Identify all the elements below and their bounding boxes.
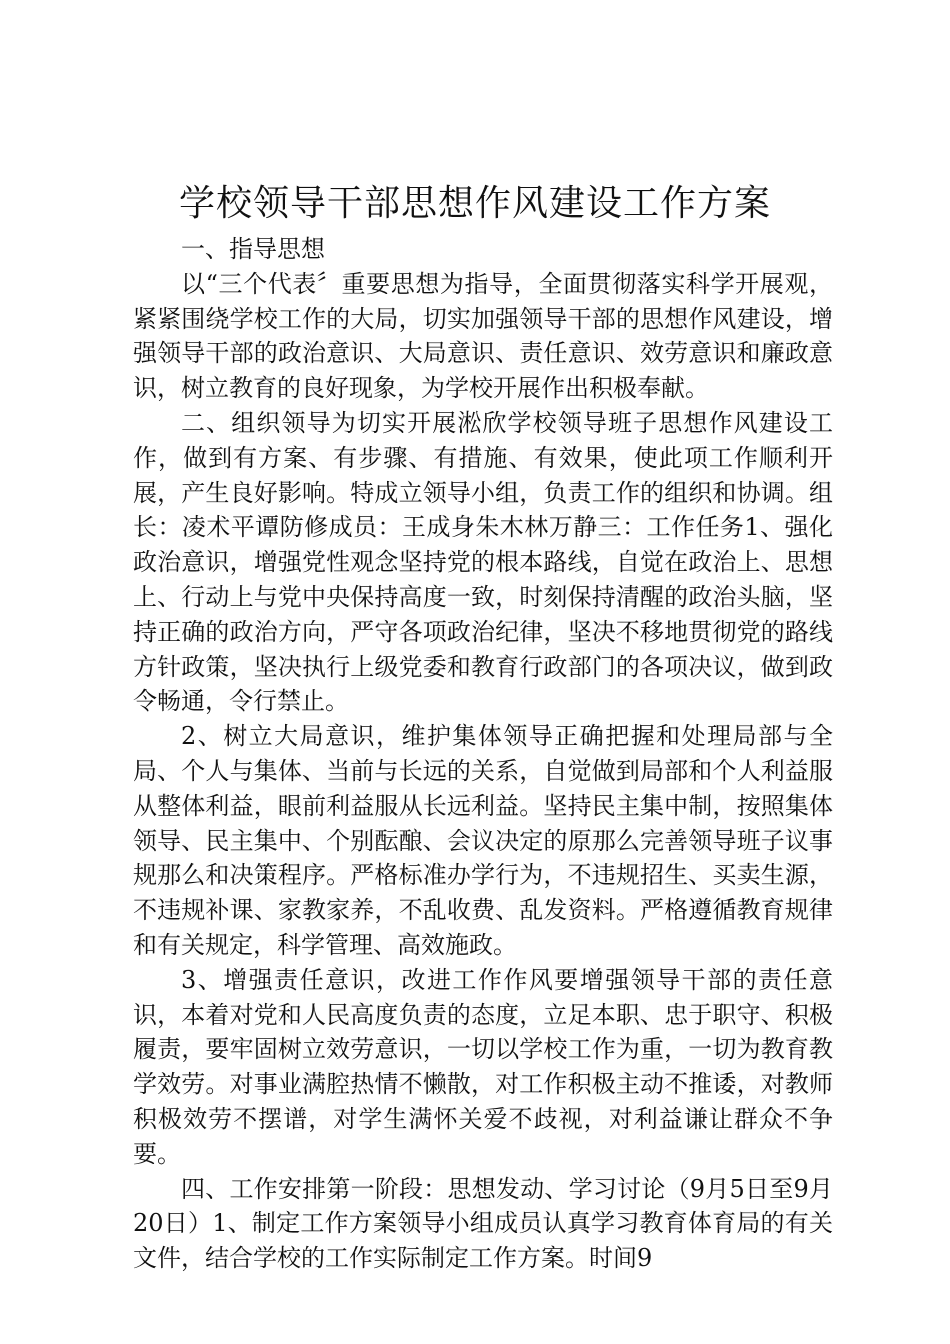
paragraph-guiding-thought: 以“三个代表〞重要思想为指导，全面贯彻落实科学开展观，紧紧围绕学校工作的大局，切实加强领导干部的思想作风建设，增强领导干部的政治意识、大局意识、责任意识、效劳意识和廉政意识，树立教育的良好现象，为学校开展作出积极奉献。 — [133, 269, 833, 403]
document-body — [133, 232, 833, 1276]
section-heading-guiding-thought: 一、指导思想 — [181, 235, 325, 263]
document-title: 学校领导干部思想作风建设工作方案 — [178, 183, 771, 224]
paragraph-work-arrangement: 四、工作安排第一阶段：思想发动、学习讨论（9月5日至9月20日）1、制定工作方案领导小组成员认真学习教育体育局的有关文件，结合学校的工作实际制定工作方案。时间9 — [133, 1174, 833, 1273]
paragraph-organization-leadership: 二、组织领导为切实开展淞欣学校领导班子思想作风建设工作，做到有方案、有步骤、有措施、有效果，使此项工作顺利开展，产生良好影响。特成立领导小组，负责工作的组织和协调。组长：凌术平谭防修成员：王成身朱木林万静三：工作任务1、强化政治意识，增强党性观念坚持党的根本路线，自觉在政治上、思想上、行动上与党中央保持高度一致，时刻保持清醒的政治头脑，坚持正确的政治方向，严守各项政治纪律，坚决不移地贯彻党的路线方针政策，坚决执行上级党委和教育行政部门的各项决议，做到政令畅通，令行禁止。 — [133, 408, 833, 716]
paragraph-responsibility-awareness: 3、增强责任意识，改进工作作风要增强领导干部的责任意识，本着对党和人民高度负责的态度，立足本职、忠于职守、积极履责，要牢固树立效劳意识，一切以学校工作为重，一切为教育教学效劳。对事业满腔热情不懒散，对工作积极主动不推诿，对教师积极效劳不摆谱，对学生满怀关爱不歧视，对利益谦让群众不争要。 — [133, 965, 833, 1168]
paragraph-overall-awareness: 2、树立大局意识，维护集体领导正确把握和处理局部与全局、个人与集体、当前与长远的关系，自觉做到局部和个人利益服从整体利益，眼前利益服从长远利益。坚持民主集中制，按照集体领导、民主集中、个别酝酿、会议决定的原那么完善领导班子议事规那么和决策程序。严格标准办学行为，不违规招生、买卖生源，不违规补课、家教家养，不乱收费、乱发资料。严格遵循教育规律和有关规定，科学管理、高效施政。 — [133, 722, 833, 959]
